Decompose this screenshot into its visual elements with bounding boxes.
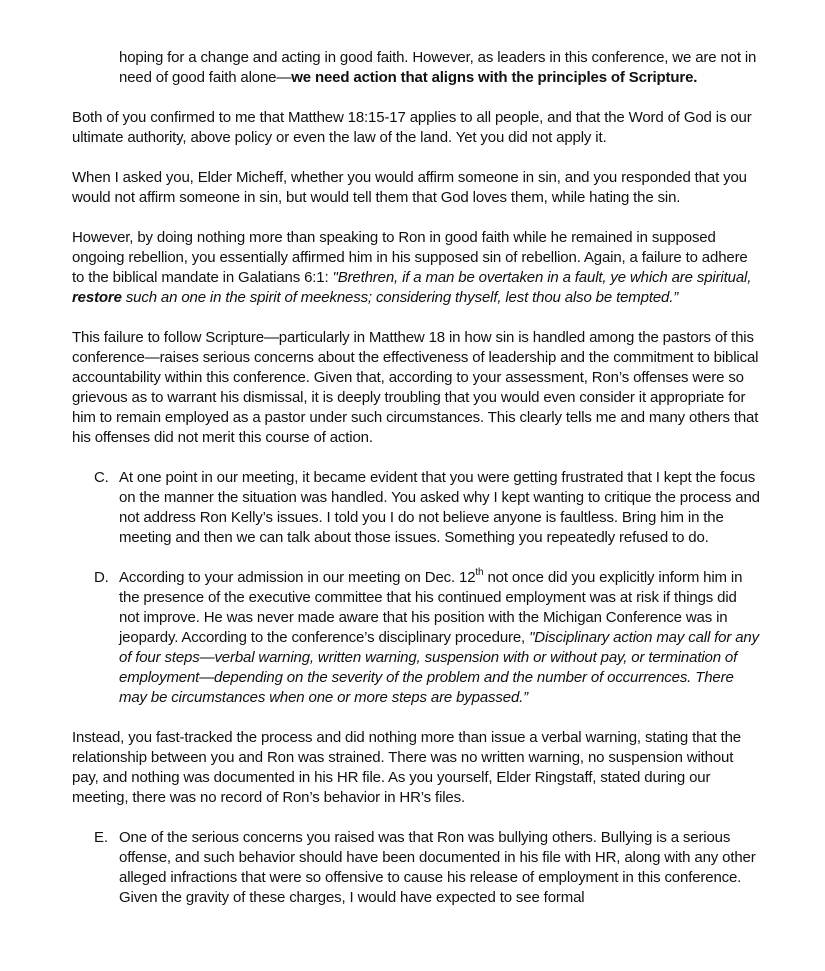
list-marker: C.	[94, 469, 109, 486]
text-run: Both of you confirmed to me that Matthew 18:15-17 applies to all people, and that the Word of God is our ultimate authority, above policy or even the law of the land. Yet you did not apply it.	[72, 109, 752, 146]
text-run: According to your admission in our meeting on Dec. 12	[119, 569, 476, 586]
paragraph-text	[72, 109, 752, 146]
list-marker: D.	[94, 569, 109, 586]
paragraph	[119, 48, 760, 88]
list-item	[72, 468, 760, 548]
list-item	[72, 828, 760, 908]
text-run: Instead, you fast-tracked the process and did nothing more than issue a verbal warning, stating that the relationship between you and Ron was strained. There was no written warning, no suspension without pay, and nothing was documented in his HR file. As you yourself, Elder Ringstaff, stated during our meeting, there was no record of Ron’s behavior in HR’s files.	[72, 729, 741, 806]
bold-text: restore	[72, 289, 122, 306]
paragraph-text	[119, 49, 756, 86]
italic-text: "Disciplinary action may call for any of four steps—verbal warning, written warning, suspension with or without pay, or termination of employment—depending on the severity of the problem and the number of occurrences. There may be circumstances when one or more steps are bypassed.”	[119, 629, 759, 706]
text-run: When I asked you, Elder Micheff, whether you would affirm someone in sin, and you responded that you would not affirm someone in sin, but would tell them that God loves them, while hating the sin.	[72, 169, 747, 206]
paragraph-text	[72, 169, 747, 206]
text-run: This failure to follow Scripture—particularly in Matthew 18 in how sin is handled among the pastors of this conference—raises serious concerns about the effectiveness of leadership and the commitment to biblical accountability within this conference. Given that, according to your assessment, Ron’s offenses were so grievous as to warrant his dismissal, it is deeply troubling that you would even consider it appropriate for him to remain employed as a pastor under such circumstances. This clearly tells me and many others that his offenses did not merit this course of action.	[72, 329, 759, 446]
text-run: However, by doing nothing more than speaking to Ron in good faith while he remained in supposed ongoing rebellion, you essentially affirmed him in his supposed sin of rebellion. Again, a failure to adhere to the biblical mandate in Galatians 6:1:	[72, 229, 748, 286]
text-run: At one point in our meeting, it became evident that you were getting frustrated that I kept the focus on the manner the situation was handled. You asked why I kept wanting to critique the process and not address Ron Kelly’s issues. I told you I do not believe anyone is faultless. Bring him in the meeting and then we can talk about those issues. Something you repeatedly refused to do.	[119, 469, 760, 546]
list-marker: E.	[94, 829, 108, 846]
text-run: One of the serious concerns you raised was that Ron was bullying others. Bullying is a serious offense, and such behavior should have been documented in his file with HR, along with any other alleged infractions that were so offensive to cause his release of employment in this conference. Given the gravity of these charges, I would have expected to see formal	[119, 829, 756, 906]
text-run: not once did you explicitly inform him in the presence of the executive committee that his continued employment was at risk if things did not improve. He was never made aware that his position with the Michigan Conference was in jeopardy. According to the conference’s disciplinary procedure,	[119, 569, 743, 646]
italic-text: "Brethren, if a man be overtaken in a fault, ye which are spiritual,	[332, 269, 752, 286]
paragraph	[72, 228, 760, 308]
paragraph-text	[72, 329, 758, 446]
bold-text: we need action that aligns with the principles of Scripture.	[291, 69, 698, 86]
superscript: th	[475, 567, 484, 578]
text-run: hoping for a change and acting in good faith. However, as leaders in this conference, we are not in need of good faith alone—	[119, 49, 757, 86]
paragraph	[72, 328, 760, 448]
paragraph-text	[119, 469, 760, 546]
list-item	[72, 568, 760, 708]
paragraph-text	[72, 729, 741, 806]
italic-text: such an one in the spirit of meekness; considering thyself, lest thou also be tempted.”	[121, 289, 679, 306]
document-page	[72, 48, 760, 928]
paragraph	[72, 728, 760, 808]
paragraph-text	[119, 829, 756, 906]
paragraph	[72, 108, 760, 148]
paragraph-text	[119, 569, 759, 706]
paragraph	[72, 168, 760, 208]
paragraph-text	[72, 229, 751, 306]
